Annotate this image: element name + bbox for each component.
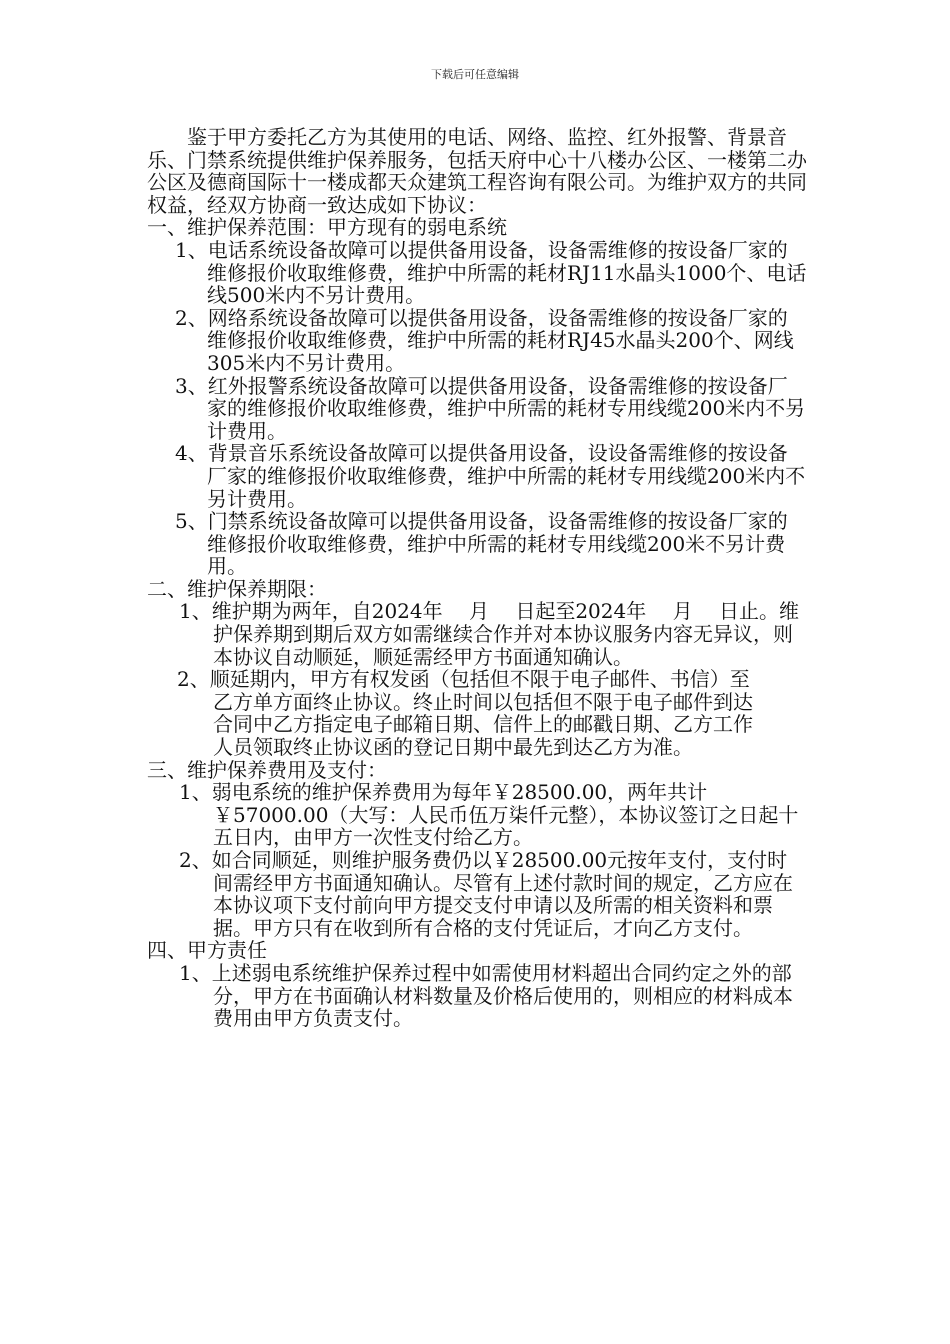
- section-3-item-2: 2、如合同顺延，则维护服务费仍以￥28500.00元按年支付，支付时间需经甲方书面通知确认。尽管有上述付款时间的规定，乙方应在本协议项下支付前向甲方提交支付申请以及所需的相关资料和票据。甲方只有在收到所有合格的支付凭证后，才向乙方支付。: [179, 848, 793, 940]
- section-3-item-1: 1、弱电系统的维护保养费用为每年￥28500.00，两年共计￥57000.00（大写：人民币伍万柒仟元整），本协议签订之日起十五日内，由甲方一次性支付给乙方。: [179, 780, 799, 850]
- section-2-item-2-line-2: 乙方单方面终止协议。终止时间以包括但不限于电子邮件到达: [213, 689, 753, 714]
- section-4-item-1: 1、上述弱电系统维护保养过程中如需使用材料超出合同约定之外的部分，甲方在书面确认材料数量及价格后使用的，则相应的材料成本费用由甲方负责支付。: [179, 960, 793, 1031]
- intro-paragraph: 鉴于甲方委托乙方为其使用的电话、网络、监控、红外报警、背景音乐、门禁系统提供维护保养服务，包括天府中心十八楼办公区、一楼第二办公区及德商国际十一楼成都天众建筑工程咨询有限公司。为维护双方的共同权益，经双方协商一致达成如下协议：: [147, 125, 807, 217]
- section-2-item-2-line-1: 2、顺延期内，甲方有权发函（包括但不限于电子邮件、书信）至: [177, 667, 750, 692]
- section-2-item-1: 1、维护期为两年，自2024年 月 日起至2024年 月 日止。维护保养期到期后双方如需继续合作并对本协议服务内容无异议，则本协议自动顺延，顺延需经甲方书面通知确认。: [179, 599, 799, 669]
- section-1-item-5: 5、门禁系统设备故障可以提供备用设备，设备需维修的按设备厂家的维修报价收取维修费，维护中所需的耗材专用线缆200米不另计费用。: [175, 509, 788, 579]
- document-body: [147, 126, 807, 1030]
- section-3-title: 三、维护保养费用及支付：: [147, 757, 387, 782]
- section-1-item-2: 2、网络系统设备故障可以提供备用设备，设备需维修的按设备厂家的维修报价收取维修费，维护中所需的耗材RJ45水晶头200个、网线305米内不另计费用。: [175, 305, 794, 375]
- section-1-item-3: 3、红外报警系统设备故障可以提供备用设备，设备需维修的按设备厂家的维修报价收取维修费，维护中所需的耗材专用线缆200米内不另计费用。: [175, 373, 806, 443]
- section-4-title: 四、甲方责任: [147, 938, 267, 963]
- section-1-item-1: 1、电话系统设备故障可以提供备用设备，设备需维修的按设备厂家的维修报价收取维修费，维护中所需的耗材RJ11水晶头1000个、电话线500米内不另计费用。: [175, 237, 807, 308]
- section-2-item-2-line-3: 合同中乙方指定电子邮箱日期、信件上的邮戳日期、乙方工作: [213, 712, 753, 737]
- section-2-item-2-line-4: 人员领取终止协议函的登记日期中最先到达乙方为准。: [213, 735, 693, 760]
- page-header: 下载后可任意编辑: [431, 68, 519, 81]
- section-2-title: 二、维护保养期限：: [147, 576, 327, 601]
- section-1-item-4: 4、背景音乐系统设备故障可以提供备用设备，设设备需维修的按设备厂家的维修报价收取维修费，维护中所需的耗材专用线缆200米内不另计费用。: [175, 441, 806, 511]
- section-1-title: 一、维护保养范围：甲方现有的弱电系统: [147, 215, 507, 240]
